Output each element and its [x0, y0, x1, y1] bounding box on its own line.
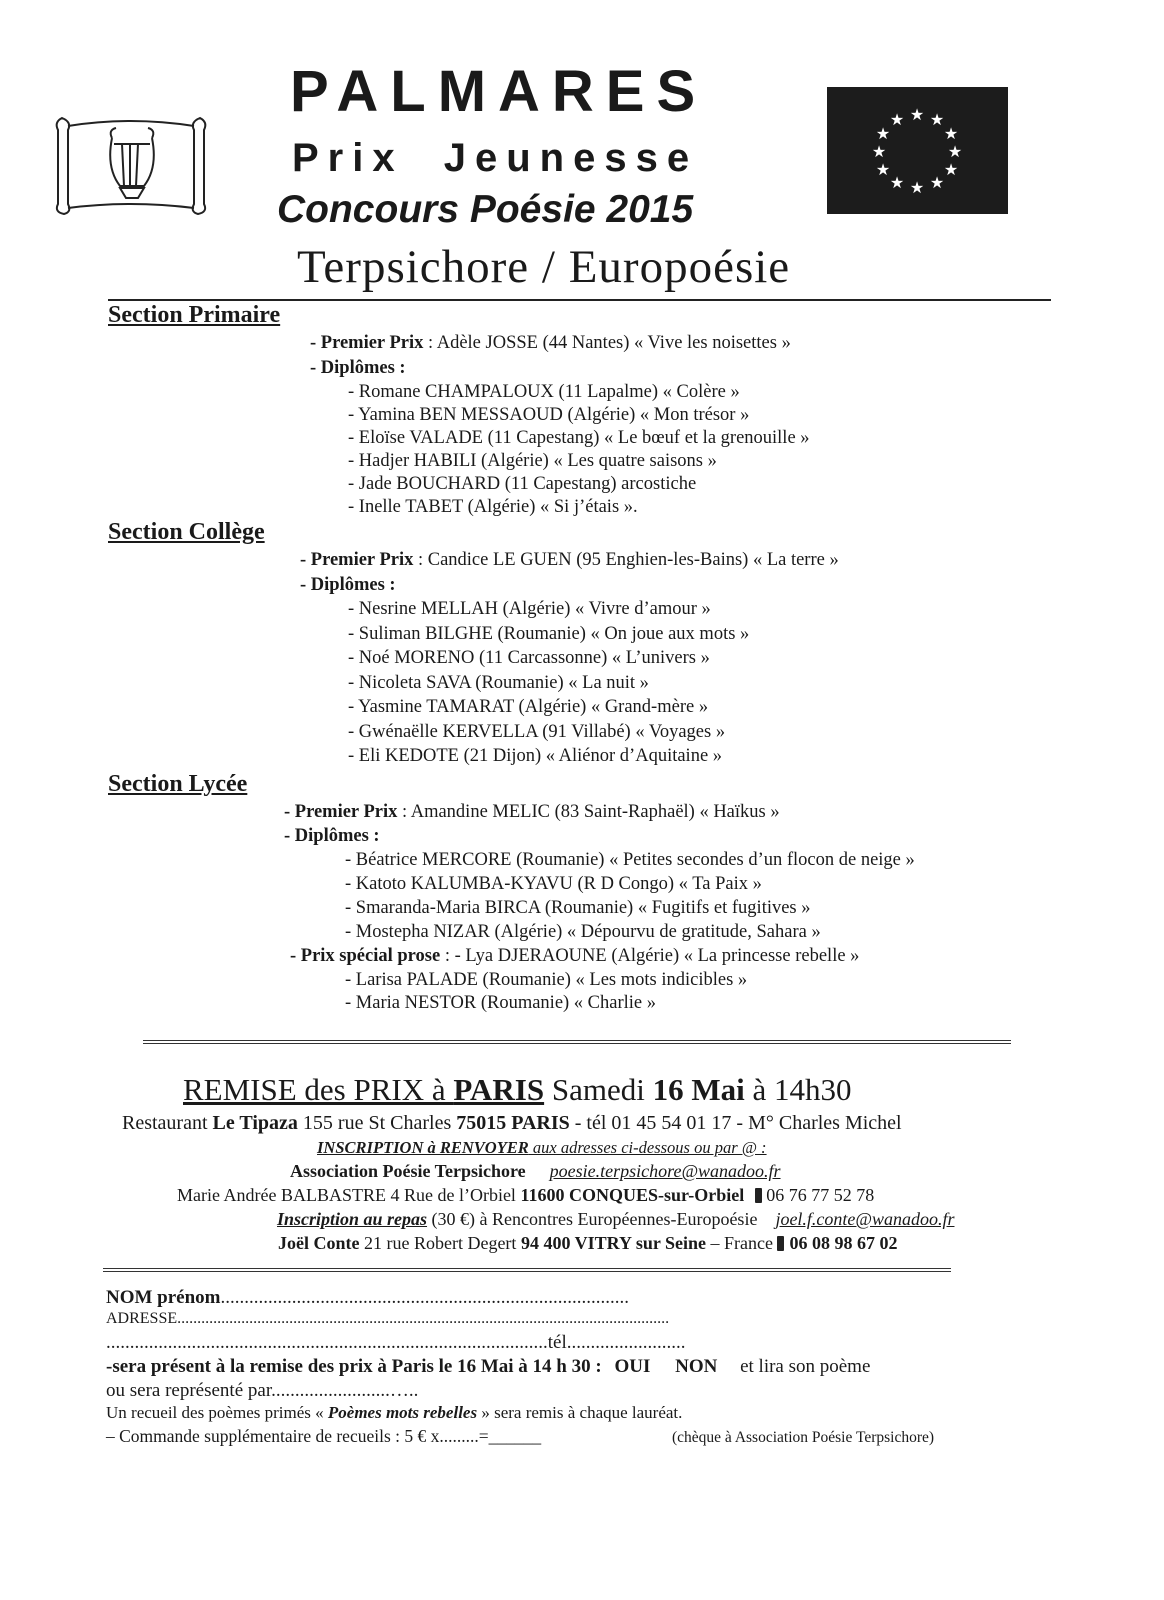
header-divider	[108, 299, 1051, 301]
prix-special-text: : - Lya DJERAOUNE (Algérie) « La princesse rebelle »	[440, 946, 860, 966]
remise-time: à 14h30	[744, 1072, 852, 1107]
remise-text: Samedi	[544, 1072, 653, 1107]
prix-special-label: - Prix spécial prose	[290, 946, 441, 966]
fill-dots: ...........................................................................................................................	[177, 1310, 670, 1327]
premier-prix-text: : Adèle JOSSE (44 Nantes) « Vive les noisettes »	[423, 333, 791, 353]
phone-number: 06 08 98 67 02	[789, 1233, 898, 1253]
oui-option[interactable]: OUI	[614, 1356, 651, 1377]
premier-prix-label: - Premier Prix	[300, 550, 414, 570]
non-option[interactable]: NON	[675, 1356, 718, 1377]
european-flag-icon	[827, 87, 1008, 214]
inscription-label: INSCRIPTION à RENVOYER	[317, 1138, 529, 1157]
list-item: - Romane CHAMPALOUX (11 Lapalme) « Colère »	[348, 382, 740, 402]
page-subtitle: Prix Jeunesse	[292, 136, 699, 180]
list-item: - Mostepha NIZAR (Algérie) « Dépourvu de gratitude, Sahara »	[345, 922, 821, 942]
address-city: 94 400 VITRY sur Seine	[520, 1233, 706, 1253]
adresse-field[interactable]	[106, 1310, 669, 1328]
list-item: - Hadjer HABILI (Algérie) « Les quatre saisons »	[348, 451, 717, 471]
premier-prix-text: : Amandine MELIC (83 Saint-Raphaël) « Haïkus »	[397, 802, 780, 822]
svg-text:★: ★	[943, 124, 959, 143]
tel-label: tél	[547, 1332, 567, 1353]
lycee-diplomes-label: - Diplômes :	[284, 826, 380, 846]
remise-city: PARIS	[453, 1072, 545, 1107]
association-email-link[interactable]: poesie.terpsichore@wanadoo.fr	[549, 1161, 781, 1181]
adresse-tel-field[interactable]	[106, 1332, 686, 1354]
list-item: - Smaranda-Maria BIRCA (Roumanie) « Fugitifs et fugitives »	[345, 898, 811, 918]
section-lycee-heading: Section Lycée	[108, 771, 248, 797]
repas-text: (30 €) à Rencontres Européennes-Europoésie	[427, 1209, 758, 1229]
svg-text:★: ★	[875, 124, 891, 143]
svg-text:★: ★	[947, 142, 963, 161]
address-text: 21 rue Robert Degert	[359, 1233, 521, 1253]
address-text: Marie Andrée BALBASTRE 4 Rue de l’Orbiel	[177, 1185, 521, 1205]
phone-number: 06 76 77 52 78	[761, 1185, 875, 1205]
college-diplomes-label: - Diplômes :	[300, 575, 396, 595]
college-premier-prix	[300, 550, 839, 571]
nom-prenom-label: NOM prénom	[106, 1287, 221, 1308]
fill-dots: .............................................................................................	[106, 1332, 548, 1353]
list-item: - Yamina BEN MESSAOUD (Algérie) « Mon trésor »	[348, 405, 750, 425]
list-item: - Larisa PALADE (Roumanie) « Les mots indicibles »	[345, 970, 748, 990]
fill-dots: ......................................................................................	[220, 1287, 630, 1308]
list-item: - Nesrine MELLAH (Algérie) « Vivre d’amour »	[348, 599, 711, 619]
remise-date: 16 Mai	[652, 1072, 745, 1107]
recueil-line	[106, 1403, 682, 1423]
inscription-heading	[317, 1138, 767, 1158]
repas-email-link[interactable]: joel.f.conte@wanadoo.fr	[775, 1209, 955, 1229]
presence-line	[106, 1356, 870, 1378]
svg-text:★: ★	[929, 110, 945, 129]
organizers-title: Terpsichore / Europoésie	[297, 241, 791, 293]
recueil-title: Poèmes mots rebelles	[327, 1403, 478, 1422]
lycee-prix-special-prose	[290, 946, 859, 967]
form-divider	[103, 1268, 951, 1272]
svg-text:★: ★	[889, 173, 905, 192]
list-item: - Katoto KALUMBA-KYAVU (R D Congo) « Ta Paix »	[345, 874, 762, 894]
list-item: - Eloïse VALADE (11 Capestang) « Le bœuf et la grenouille »	[348, 428, 810, 448]
list-item: - Eli KEDOTE (21 Dijon) « Aliénor d’Aquitaine »	[348, 746, 723, 766]
list-item: - Suliman BILGHE (Roumanie) « On joue aux mots »	[348, 624, 750, 644]
list-item: - Béatrice MERCORE (Roumanie) « Petites secondes d’un flocon de neige »	[345, 850, 915, 870]
repas-label: Inscription au repas	[277, 1209, 428, 1229]
list-item: - Nicoleta SAVA (Roumanie) « La nuit »	[348, 673, 649, 693]
remise-des-prix-title	[183, 1072, 852, 1108]
list-item: - Maria NESTOR (Roumanie) « Charlie »	[345, 993, 657, 1013]
premier-prix-label: - Premier Prix	[284, 802, 398, 822]
nom-prenom-field[interactable]	[106, 1287, 629, 1309]
section-divider	[143, 1040, 1011, 1044]
recueil-text: » sera remis à chaque lauréat.	[477, 1403, 683, 1422]
list-item: - Inelle TABET (Algérie) « Si j’étais ».	[348, 497, 638, 517]
presence-label: -sera présent à la remise des prix à Paris le 16 Mai à 14 h 30 :	[106, 1356, 602, 1377]
list-item: - Jade BOUCHARD (11 Capestang) arcostiche	[348, 474, 697, 494]
list-item: - Gwénaëlle KERVELLA (91 Villabé) « Voyages »	[348, 722, 726, 742]
association-name: Association Poésie Terpsichore	[290, 1161, 526, 1181]
list-item: - Yasmine TAMARAT (Algérie) « Grand-mère »	[348, 697, 709, 717]
cheque-note: (chèque à Association Poésie Terpsichore)	[672, 1429, 935, 1446]
svg-text:★: ★	[889, 110, 905, 129]
restaurant-address	[122, 1112, 902, 1135]
premier-prix-label: - Premier Prix	[310, 333, 424, 353]
page-title: PALMARES	[290, 59, 708, 124]
address-text: 155 rue St Charles	[297, 1112, 457, 1134]
adresse-label: ADRESSE	[106, 1310, 178, 1327]
conte-address-line	[278, 1233, 897, 1254]
address-city: 11600 CONQUES-sur-Orbiel	[520, 1185, 745, 1205]
balbastre-address-line	[177, 1185, 874, 1206]
address-postcode: 75015 PARIS	[456, 1112, 570, 1134]
primaire-diplomes-label: - Diplômes :	[310, 358, 406, 378]
svg-text:★: ★	[929, 173, 945, 192]
svg-text:★: ★	[943, 160, 959, 179]
contact-name: Joël Conte	[278, 1233, 360, 1253]
lyre-scroll-logo	[50, 108, 216, 220]
contest-title: Concours Poésie 2015	[277, 188, 694, 231]
recueil-text: Un recueil des poèmes primés «	[106, 1403, 328, 1422]
section-college-heading: Section Collège	[108, 519, 265, 545]
svg-text:★: ★	[875, 160, 891, 179]
inscription-suffix: aux adresses ci-dessous ou par @ :	[528, 1138, 767, 1157]
primaire-premier-prix	[310, 333, 791, 354]
premier-prix-text: : Candice LE GUEN (95 Enghien-les-Bains) « La terre »	[413, 550, 839, 570]
address-text: - tél 01 45 54 01 17 - M° Charles Michel	[569, 1112, 902, 1134]
remise-text: REMISE des PRIX à	[183, 1072, 454, 1107]
restaurant-name: Le Tipaza	[212, 1112, 298, 1134]
repas-line	[277, 1209, 954, 1230]
association-line	[290, 1161, 781, 1182]
commande-field[interactable]: – Commande supplémentaire de recueils : 5 € x.........=______	[106, 1426, 542, 1446]
list-item: - Noé MORENO (11 Carcassonne) « L’univers »	[348, 648, 710, 668]
represente-field[interactable]: ou sera représenté par.........................…..	[106, 1380, 419, 1401]
presence-suffix: et lira son poème	[740, 1356, 871, 1377]
address-country: – France	[706, 1233, 778, 1253]
svg-text:★: ★	[909, 105, 925, 124]
fill-dots: .........................	[566, 1332, 686, 1353]
lycee-premier-prix	[284, 802, 780, 823]
phone-icon	[777, 1236, 784, 1251]
phone-icon	[755, 1188, 762, 1203]
svg-text:★: ★	[871, 142, 887, 161]
address-text: Restaurant	[122, 1112, 213, 1134]
section-primaire-heading: Section Primaire	[108, 302, 281, 328]
svg-text:★: ★	[909, 178, 925, 197]
